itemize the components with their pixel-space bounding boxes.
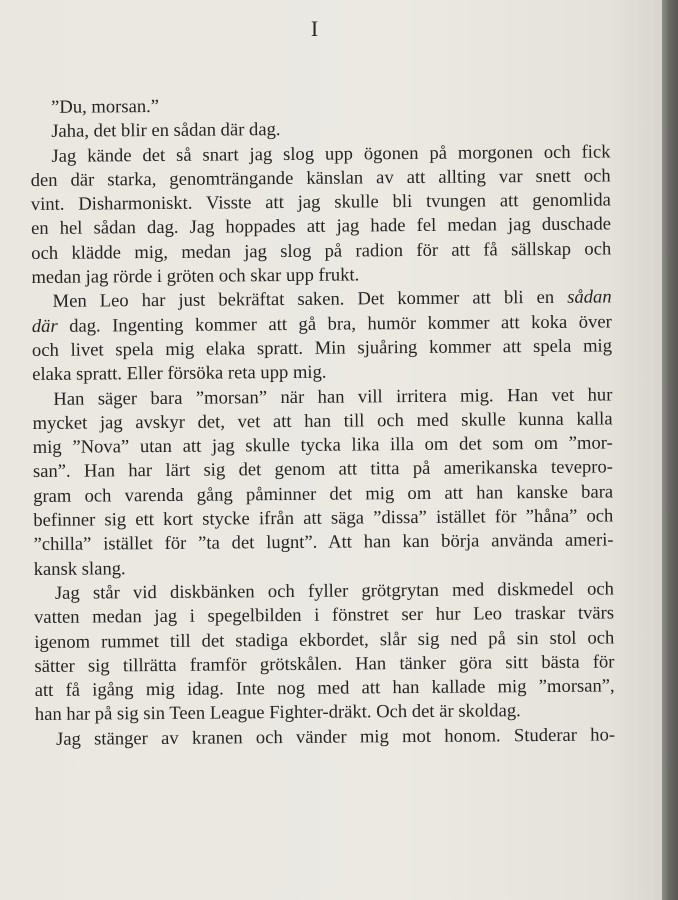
text-line: san”. Han har lärt sig det genom att titta på amerikanska tevepro- (32, 456, 614, 483)
text-line: den där starka, genomträngande känslan av att allting var snett och (30, 165, 611, 191)
body-text (30, 91, 615, 752)
text-line: Jaha, det blir en sådan där dag. (51, 119, 281, 143)
text-line: mig ”Nova” utan att jag skulle tycka lika illa om det som om ”mor- (32, 432, 613, 459)
text-line: vint. Disharmoniskt. Visste att jag skulle bli tvungen att genomlida (30, 189, 611, 216)
text-run: dag. Ingenting kommer att gå bra, humör kommer att koka över (57, 311, 612, 337)
text-line: sätter sig tillrätta framför grötskålen. Han tänker göra sitt bästa för (34, 651, 615, 677)
chapter-number: I (310, 16, 320, 41)
page-edge-shadow (662, 0, 678, 900)
text-line: befinner sig ett kort stycke ifrån att säga ”dissa” istället för ”håna” och (33, 505, 614, 532)
text-line: kansk slang. (33, 557, 126, 580)
italic-run: där (31, 315, 58, 337)
text-line: och klädde mig, medan jag slog på radion för att få sällskap och (31, 238, 612, 264)
text-line: elaka spratt. Eller försöka reta upp mig. (32, 361, 327, 386)
italic-run: sådan (567, 286, 612, 309)
text-line: Jag kände det så snart jag slog upp ögonen på morgonen och fick (51, 141, 611, 167)
text-line: Jag stänger av kranen och vänder mig mot honom. Studerar ho- (55, 724, 616, 750)
text-line: ”chilla” istället för ”ta det lugnt”. Att han kan börja använda ameri- (33, 529, 614, 556)
text-line: en hel sådan dag. Jag hoppades att jag hade fel medan jag duschade (30, 213, 612, 240)
text-line: gram och varenda gång påminner det mig om att han kanske bara (33, 481, 614, 507)
text-line: medan jag rörde i gröten och skar upp frukt. (31, 264, 360, 289)
text-line: igenom rummet till det stadiga ekbordet, slår sig ned på sin stol och (34, 626, 615, 653)
text-run: Men Leo har just bekräftat saken. Det kommer att bli en (52, 287, 568, 313)
text-line: och livet spela mig elaka spratt. Min sjuåring kommer att spela mig (31, 335, 613, 361)
text-line: han har på sig sin Teen League Fighter-dräkt. Och det är skoldag. (34, 700, 521, 726)
text-line: vatten medan jag i spegelbilden i fönstret ser hur Leo traskar tvärs (34, 602, 615, 629)
text-line: Han säger bara ”morsan” när han vill irritera mig. Han vet hur (53, 383, 613, 410)
text-line: att få igång mig idag. Inte nog med att han kallade mig ”morsan”, (34, 675, 615, 702)
text-line: Jag står vid diskbänken och fyller grötgrytan med diskmedel och (54, 578, 614, 604)
text-line: mycket jag avskyr det, vet att han till och med skulle kunna kalla (32, 408, 613, 434)
text-line: ”Du, morsan.” (51, 95, 160, 118)
